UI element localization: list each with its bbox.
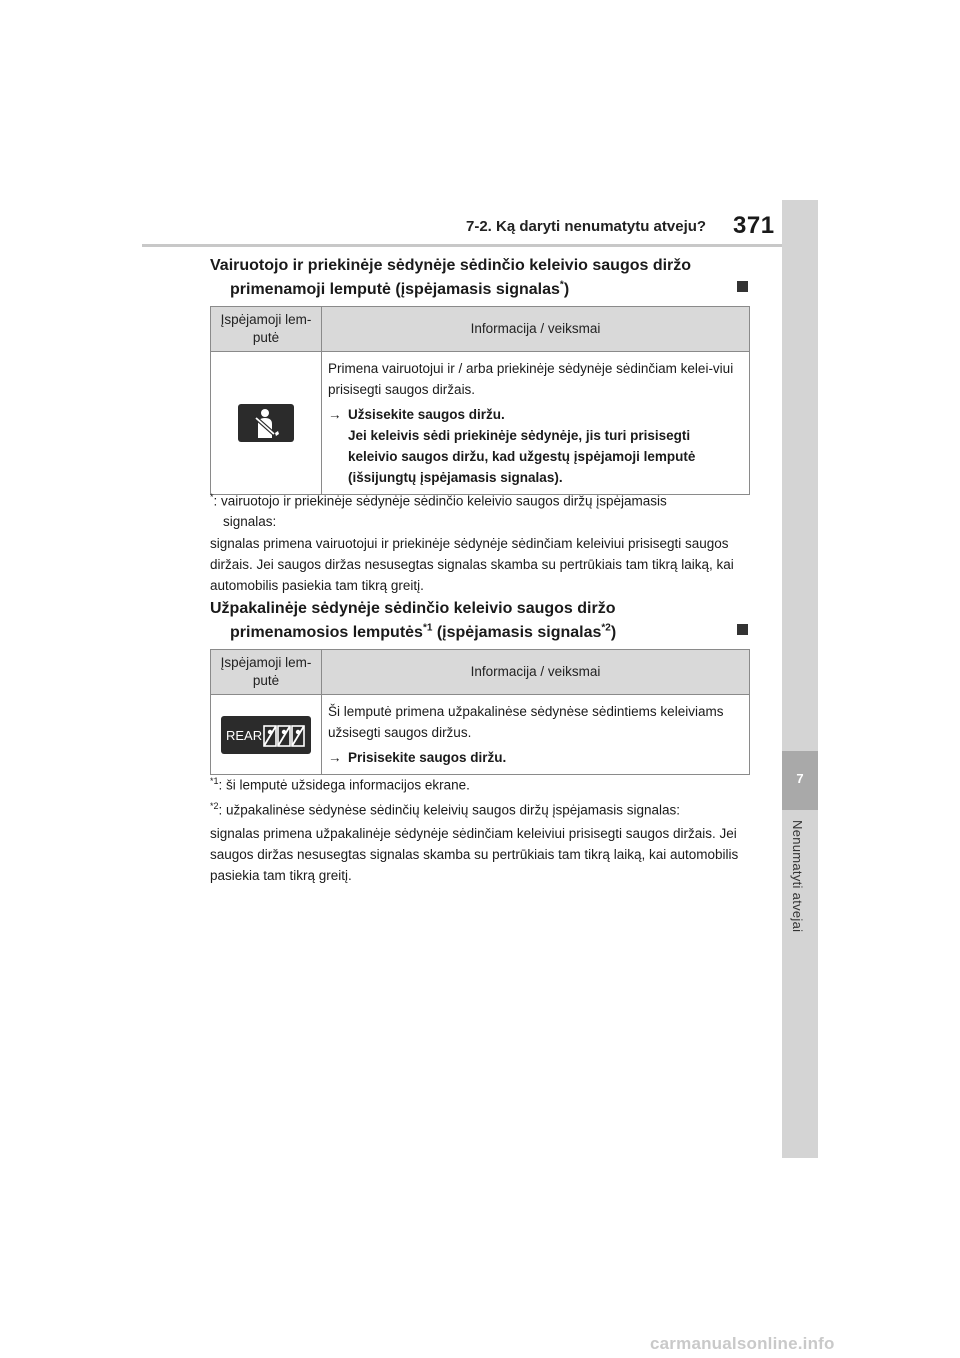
table-header-row (211, 650, 750, 695)
section2-heading-close: ) (610, 624, 617, 641)
section2-heading-line1: Užpakalinėje sėdynėje sėdinčio keleivio saugos diržo (210, 600, 616, 617)
section1-heading (210, 254, 730, 302)
col-header-info: Informacija / veiksmai (322, 650, 750, 695)
footnote2-mark: *2 (210, 801, 219, 811)
seatbelt-reminder-icon (238, 404, 294, 442)
section2-heading-sup1: *1 (422, 622, 433, 634)
action-text (348, 404, 743, 488)
arrow-right-icon: → (328, 407, 342, 422)
chapter-label: Nenumatyti atvejai (790, 820, 805, 933)
col-header-info: Informacija / veiksmai (322, 307, 750, 352)
table-row (211, 695, 750, 775)
section2-heading-marker (737, 624, 748, 635)
footnote-line2: signalas: (223, 513, 277, 529)
info-cell (322, 695, 750, 775)
table-row (211, 352, 750, 495)
section1-heading-line2-wrap (210, 278, 730, 302)
section2-table (210, 649, 750, 775)
section1-heading-line1: Vairuotojo ir priekinėje sėdynėje sėdinčio keleivio saugos diržo (210, 257, 692, 274)
col-header-lamp (211, 650, 322, 695)
watermark: carmanualsonline.info (650, 1334, 835, 1353)
footnote-mark: * (210, 492, 214, 502)
chapter-side-tab (782, 200, 818, 1158)
footnote1-text: : ši lemputė užsidega informacijos ekrane. (218, 777, 470, 793)
section2-paragraph: signalas primena užpakalinėje sėdynėje sėdinčiam keleiviui prisisegti saugos diržais. Jei saugos diržas nesusegtas signalas skamba su pertrūkiais tam tikrą laiką, kai automobilis pasiekia tam tikrą greitį. (210, 826, 739, 883)
section2-footnote2 (210, 796, 750, 821)
arrow-right-icon: → (328, 750, 342, 765)
col-header-lamp-line2: putė (252, 673, 280, 688)
chapter-number: 7 (796, 771, 804, 786)
section1-heading-close: ) (563, 281, 570, 298)
section1-table (210, 306, 750, 495)
col-header-lamp-line1: Įspėjamoji lem- (220, 655, 312, 670)
section1-paragraph: signalas primena vairuotojui ir priekinėje sėdynėje sėdinčiam keleiviui prisisegti saugos diržais. Jei saugos diržas nesusegtas signalas skamba su pertrūkiais tam tikrą laiką, kai automobilis pasiekia tam tikrą greitį. (210, 536, 734, 593)
action-line2: Jei keleivis sėdi priekinėje sėdynėje, jis turi prisisegti keleivio saugos diržu, kad užgestų įspėjamoji lemputė (išsijungtų įspėjamasis signalas). (348, 428, 696, 485)
table-header-row (211, 307, 750, 352)
section2-heading-line2-wrap (210, 621, 730, 645)
action-block (328, 404, 743, 488)
info-text: Primena vairuotojui ir / arba priekinėje sėdynėje sėdinčiam kelei-viui prisisegti saugos diržais. (328, 361, 734, 397)
section2-heading-line2a: primenamosios lemputės (230, 624, 423, 641)
section1-footnote (210, 487, 750, 532)
info-text: Ši lemputė primena užpakalinėse sėdynėse sėdintiems keleiviams užsisegti saugos diržus. (328, 704, 724, 740)
col-header-lamp-line2: putė (252, 330, 280, 345)
section2-heading (210, 597, 730, 645)
section1-heading-sup: * (559, 279, 564, 291)
section2-heading-line2b: (įspėjamasis signalas (432, 624, 602, 641)
lamp-cell (211, 695, 322, 775)
footnote-line1: : vairuotojo ir priekinėje sėdynėje sėdinčio keleivio saugos diržų įspėjamasis (213, 493, 667, 509)
action-text: Prisisekite saugos diržu. (348, 750, 507, 765)
col-header-lamp-line1: Įspėjamoji lem- (220, 312, 312, 327)
section-title: 7-2. Ką daryti nenumatytu atveju? (466, 218, 707, 235)
action-block (328, 747, 743, 768)
col-header-lamp (211, 307, 322, 352)
rear-seatbelt-reminder-icon (221, 716, 311, 754)
header-divider (142, 244, 782, 247)
section1-heading-line2: primenamoji lemputė (įspėjamasis signalas (230, 281, 560, 298)
action-line1: Užsisekite saugos diržu. (348, 407, 505, 422)
info-cell (322, 352, 750, 495)
footnote1-mark: *1 (210, 776, 219, 786)
lamp-cell (211, 352, 322, 495)
page-number: 371 (733, 212, 775, 239)
section2-footnote1 (210, 771, 750, 796)
section2-heading-sup2: *2 (601, 622, 611, 634)
section1-heading-marker (737, 281, 748, 292)
footnote2-text: : užpakalinėse sėdynėse sėdinčių keleivių saugos diržų įspėjamasis signalas: (218, 802, 681, 818)
rear-icon-label: REAR (226, 727, 263, 743)
